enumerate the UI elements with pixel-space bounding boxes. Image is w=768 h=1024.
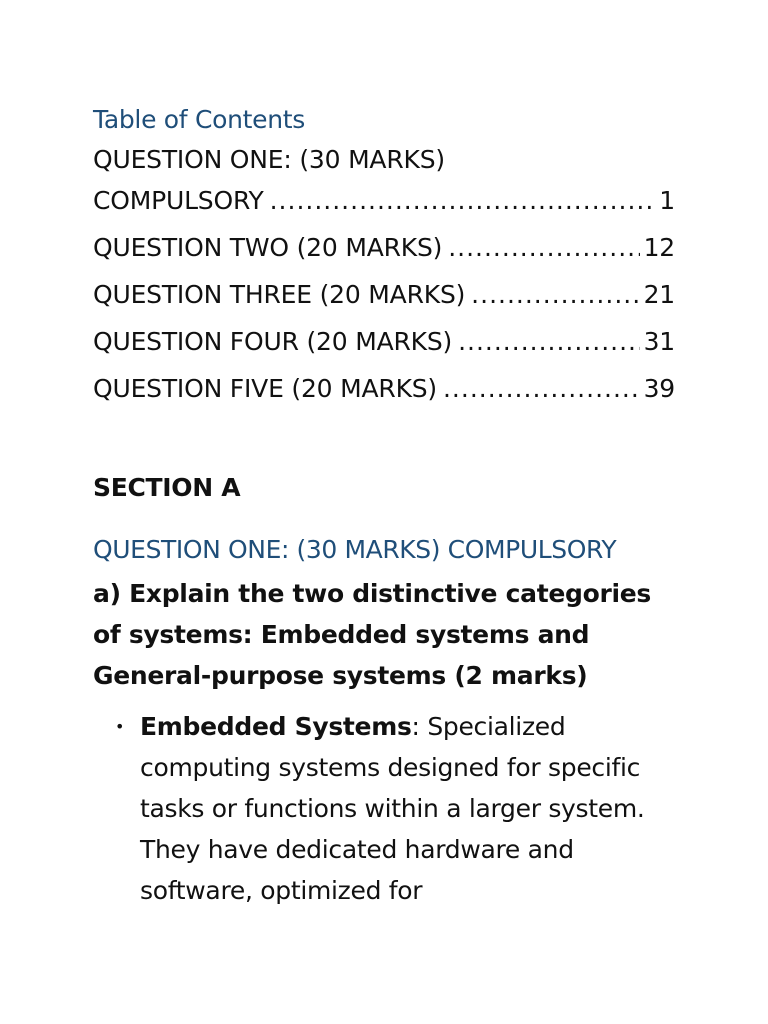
toc-entry-row	[93, 180, 675, 221]
toc-entry-question-five[interactable]	[93, 368, 675, 409]
toc-page-number: 12	[643, 233, 675, 262]
toc-dot-leader	[458, 321, 640, 362]
toc-dot-leader	[471, 274, 639, 315]
document-page	[93, 103, 675, 911]
question-heading: QUESTION ONE: (30 MARKS) COMPULSORY	[93, 535, 617, 564]
toc-entry-question-four[interactable]	[93, 321, 675, 362]
bullet-icon: •	[115, 717, 125, 736]
answer-term: Embedded Systems	[140, 712, 412, 741]
toc-entry-question-three[interactable]	[93, 274, 675, 315]
toc-dot-leader	[443, 368, 640, 409]
toc-entry-label: QUESTION FOUR (20 MARKS)	[93, 327, 453, 356]
question-prompt: a) Explain the two distinctive categories of systems: Embedded systems and General-purpose systems (2 marks)	[93, 579, 652, 690]
toc-heading: Table of Contents	[93, 105, 305, 134]
toc-entry-label: COMPULSORY	[93, 186, 264, 215]
toc-dot-leader	[270, 180, 656, 221]
toc-page-number: 31	[643, 327, 675, 356]
toc-entry-label: QUESTION FIVE (20 MARKS)	[93, 374, 437, 403]
answer-separator: :	[411, 712, 420, 741]
toc-page-number: 39	[643, 374, 675, 403]
toc-entry-question-two[interactable]	[93, 227, 675, 268]
answer-list	[93, 706, 675, 911]
toc-entry-label: QUESTION THREE (20 MARKS)	[93, 280, 466, 309]
list-item	[93, 706, 675, 911]
toc-entry-label-line1: QUESTION ONE: (30 MARKS)	[93, 145, 445, 174]
toc-page-number: 21	[643, 280, 675, 309]
toc-dot-leader	[448, 227, 639, 268]
toc-entry-label: QUESTION TWO (20 MARKS)	[93, 233, 443, 262]
answer-text: Specialized computing systems designed for specific tasks or functions within a larger system. They have dedicated hardware and software, optimized for	[140, 712, 645, 905]
toc-entry-question-one[interactable]	[93, 139, 675, 221]
section-title: SECTION A	[93, 473, 241, 502]
toc-page-number: 1	[659, 186, 675, 215]
